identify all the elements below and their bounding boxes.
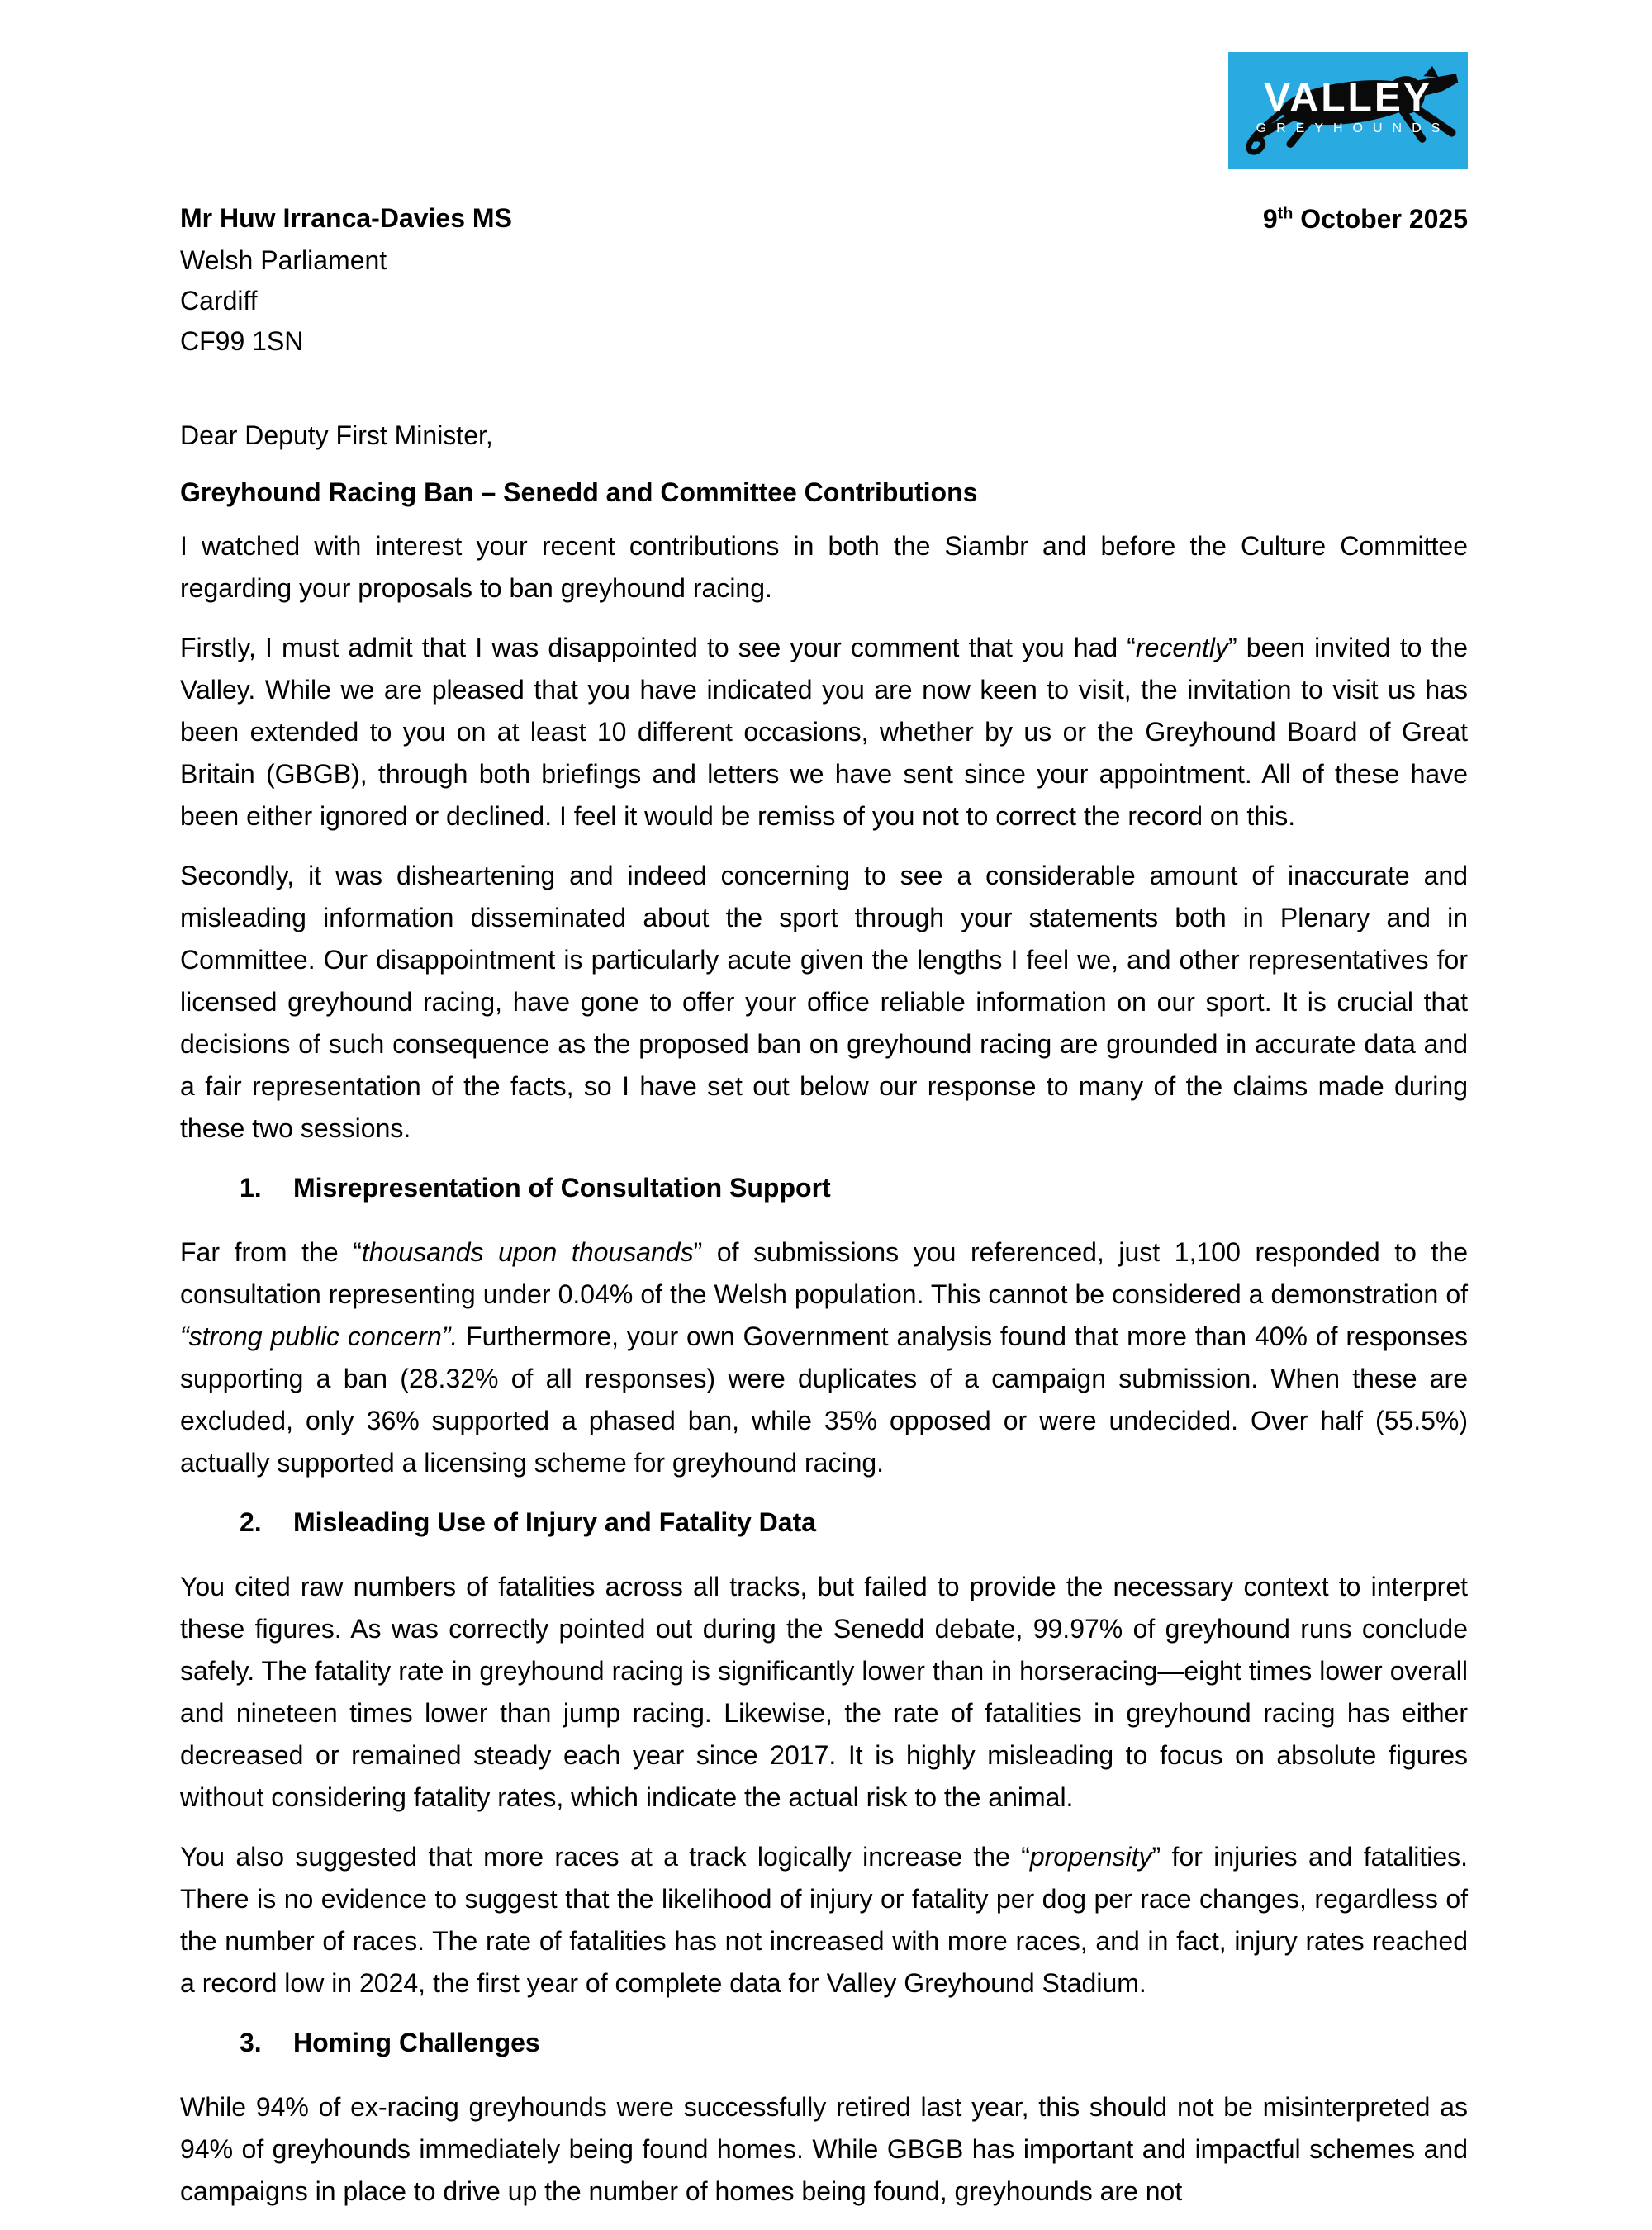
- date-ordinal-suffix: th: [1277, 204, 1294, 223]
- paragraph-text: You cited raw numbers of fatalities across all tracks, but failed to provide the necessary context to interpret these figures. As was correctly pointed out during the Senedd debate, 99.97% of greyhound runs conclude safely. The fatality rate in greyhound racing is significantly lower than in horseracing—eight times lower overall and nineteen times lower than jump racing. Likewise, the rate of fatalities in greyhound racing has either decreased or remained steady each year since 2017. It is highly misleading to focus on absolute figures without considering fatality rates, which indicate the actual risk to the animal.: [180, 1572, 1468, 1812]
- recipient-org: Welsh Parliament: [180, 245, 387, 275]
- date-rest: October 2025: [1293, 204, 1468, 234]
- section-title: Homing Challenges: [293, 2028, 540, 2057]
- paragraph: [180, 2086, 1468, 2213]
- recipient-city: Cardiff: [180, 286, 258, 316]
- section-heading: [180, 1502, 1468, 1544]
- quoted-emphasis: propensity: [1029, 1842, 1152, 1872]
- paragraph: [180, 855, 1468, 1150]
- paragraph-text: Firstly, I must admit that I was disappointed to see your comment that you had “: [180, 633, 1136, 662]
- section-title: Misleading Use of Injury and Fatality Data: [293, 1507, 817, 1537]
- paragraph: [180, 1566, 1468, 1819]
- paragraph: [180, 525, 1468, 610]
- section-heading: [180, 2022, 1468, 2064]
- paragraph-text: I watched with interest your recent contributions in both the Siambr and before the Culture Committee regarding your proposals to ban greyhound racing.: [180, 531, 1468, 603]
- paragraph-text: Far from the “: [180, 1237, 362, 1267]
- date-day: 9: [1262, 204, 1278, 234]
- subject-line: Greyhound Racing Ban – Senedd and Committee Contributions: [180, 477, 978, 507]
- paragraph-text: ” for injuries and fatalities. There is no evidence to suggest that the likelihood of injury or fatality per dog per race changes, regardless of the number of races. The rate of fatalities has not increased with more races, and in fact, injury rates reached a record low in 2024, the first year of complete data for Valley Greyhound Stadium.: [180, 1842, 1469, 1998]
- section-number: 2.: [240, 1507, 262, 1537]
- recipient-name: Mr Huw Irranca-Davies MS: [180, 203, 512, 233]
- quoted-emphasis: “strong public concern”.: [180, 1321, 458, 1351]
- section-title: Misrepresentation of Consultation Support: [293, 1173, 831, 1203]
- letter-body: [180, 525, 1468, 2213]
- section-heading: [180, 1167, 1468, 1209]
- paragraph-text: Furthermore, your own Government analysis found that more than 40% of responses supporting a ban (28.32% of all responses) were duplicates of a campaign submission. When these are excluded, only 36% supported a phased ban, while 35% opposed or were undecided. Over half (55.5%) actually supported a licensing scheme for greyhound racing.: [180, 1321, 1468, 1478]
- logo-sub-text: GREYHOUNDS: [1256, 121, 1450, 135]
- recipient-postcode: CF99 1SN: [180, 326, 304, 356]
- paragraph-text: ” been invited to the Valley. While we are pleased that you have indicated you are now keen to visit, the invitation to visit us has been extended to you on at least 10 different occasions, whether by us or the Greyhound Board of Great Britain (GBGB), through both briefings and letters we have sent since your appointment. All of these have been either ignored or declined. I feel it would be remiss of you not to correct the record on this.: [180, 633, 1469, 831]
- paragraph-text: You also suggested that more races at a track logically increase the “: [180, 1842, 1030, 1872]
- letter-date: [1263, 198, 1468, 240]
- valley-greyhounds-logo: [1228, 52, 1468, 169]
- paragraph-text: While 94% of ex-racing greyhounds were successfully retired last year, this should not be misinterpreted as 94% of greyhounds immediately being found homes. While GBGB has important and impactful schemes and campaigns in place to drive up the number of homes being found, greyhounds are not: [180, 2092, 1468, 2206]
- paragraph: [180, 627, 1468, 837]
- quoted-emphasis: thousands upon thousands: [361, 1237, 694, 1267]
- quoted-emphasis: recently: [1135, 633, 1228, 662]
- paragraph: [180, 1231, 1468, 1484]
- paragraph-text: ” of submissions you referenced, just 1,100 responded to the consultation representing under 0.04% of the Welsh population. This cannot be considered a demonstration of: [180, 1237, 1469, 1309]
- paragraph: [180, 1836, 1468, 2005]
- section-number: 3.: [240, 2028, 262, 2057]
- section-number: 1.: [240, 1173, 262, 1203]
- logo-brand-text: VALLEY: [1264, 76, 1432, 120]
- salutation: Dear Deputy First Minister,: [180, 420, 493, 450]
- paragraph-text: Secondly, it was disheartening and indeed concerning to see a considerable amount of inaccurate and misleading information disseminated about the sport through your statements both in Plenary and in Committee. Our disappointment is particularly acute given the lengths I feel we, and other representatives for licensed greyhound racing, have gone to offer your office reliable information on our sport. It is crucial that decisions of such consequence as the proposed ban on greyhound racing are grounded in accurate data and a fair representation of the facts, so I have set out below our response to many of the claims made during these two sessions.: [180, 861, 1468, 1143]
